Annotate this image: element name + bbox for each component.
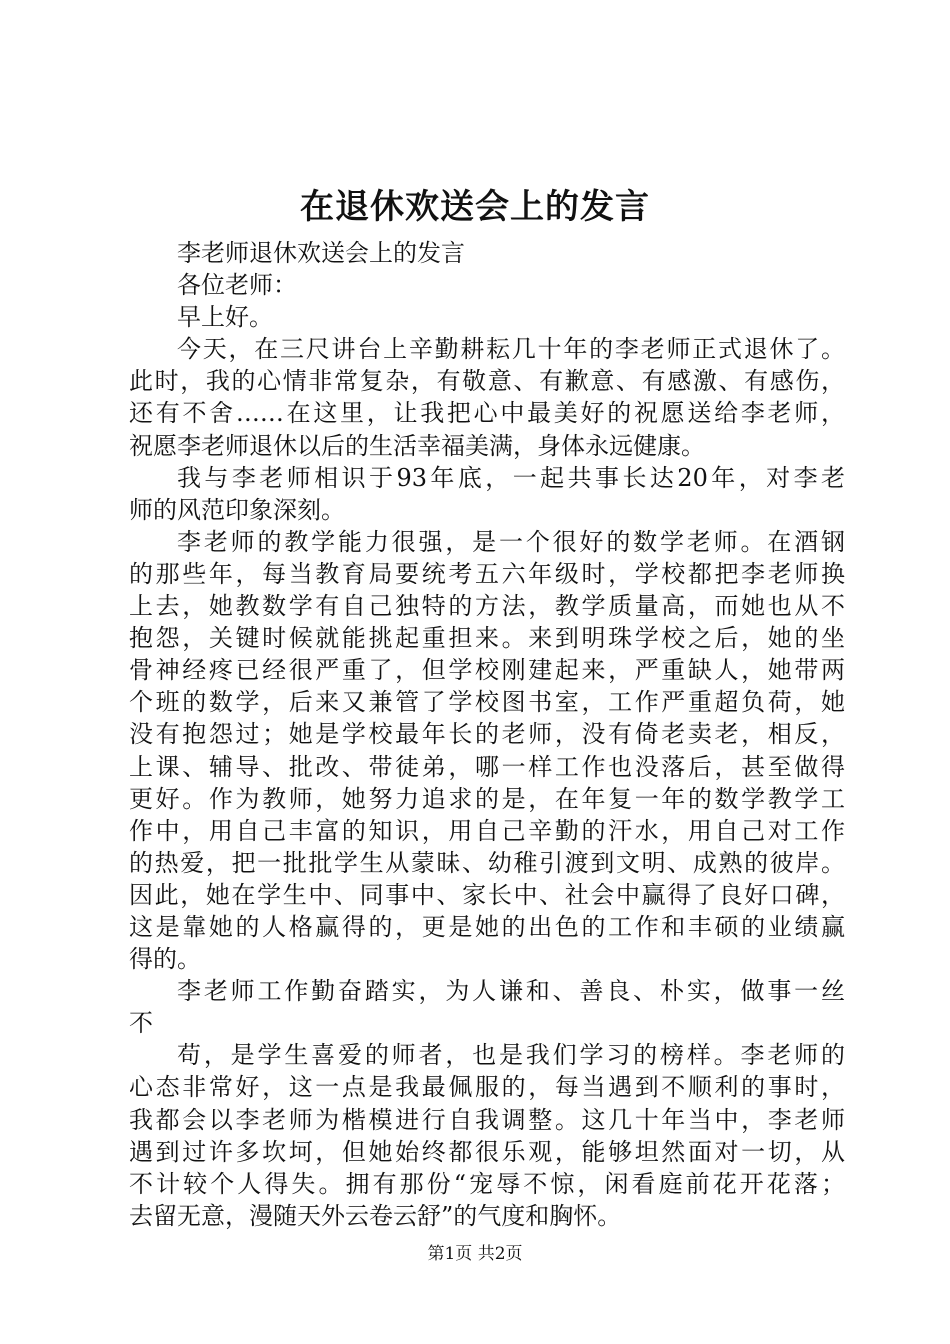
body-line: 去留无意，漫随天外云卷云舒”的气度和胸怀。 [129,1201,622,1230]
body-line: 各位老师： [177,271,297,300]
body-line: 李老师工作勤奋踏实，为人谦和、善良、朴实，做事一丝 [177,977,845,1006]
body-line: 李老师的教学能力很强，是一个很好的数学老师。在酒钢 [177,527,845,556]
body-line: 我与李老师相识于93年底，一起共事长达20年，对李老 [177,463,845,492]
body-line: 个班的数学，后来又兼管了学校图书室，工作严重超负荷，她 [129,688,845,717]
body-line: 的那些年，每当教育局要统考五六年级时，学校都把李老师换 [129,559,845,588]
body-line: 李老师退休欢送会上的发言 [177,239,465,267]
body-line: 因此，她在学生中、同事中、家长中、社会中赢得了良好口碑， [129,880,845,909]
body-line: 没有抱怨过；她是学校最年长的老师，没有倚老卖老，相反， [129,720,845,749]
body-line: 我都会以李老师为楷模进行自我调整。这几十年当中，李老师 [129,1105,845,1134]
body-line: 遇到过许多坎坷，但她始终都很乐观，能够坦然面对一切，从 [129,1137,845,1166]
body-line: 还有不舍……在这里，让我把心中最美好的祝愿送给李老师， [129,399,845,428]
body-line: 更好。作为教师，她努力追求的是，在年复一年的数学教学工 [129,784,845,813]
body-line: 上课、辅导、批改、带徒弟，哪一样工作也没落后，甚至做得 [129,752,845,781]
body-line: 得的。 [129,945,201,974]
body-line: 苟，是学生喜爱的师者，也是我们学习的榜样。李老师的 [177,1041,845,1070]
body-line: 今天，在三尺讲台上辛勤耕耘几十年的李老师正式退休了。 [177,335,845,364]
body-line: 骨神经疼已经很严重了，但学校刚建起来，严重缺人，她带两 [129,656,845,685]
body-line: 不计较个人得失。拥有那份“宠辱不惊，闲看庭前花开花落； [129,1169,845,1198]
body-line: 早上好。 [177,303,273,332]
body-line: 上去，她教数学有自己独特的方法，教学质量高，而她也从不 [129,592,845,621]
body-line: 这是靠她的人格赢得的，更是她的出色的工作和丰硕的业绩赢 [129,912,845,941]
body-line: 不 [129,1009,153,1038]
body-line: 师的风范印象深刻。 [129,495,345,524]
page-footer: 第1页 共2页 [427,1244,523,1264]
body-line: 的热爱，把一批批学生从蒙昧、幼稚引渡到文明、成熟的彼岸。 [129,848,845,877]
body-line: 心态非常好，这一点是我最佩服的，每当遇到不顺利的事时， [129,1073,845,1102]
body-line: 祝愿李老师退休以后的生活幸福美满，身体永远健康。 [129,431,705,460]
document-body [129,237,845,1232]
body-line: 此时，我的心情非常复杂，有敬意、有歉意、有感激、有感伤， [129,367,845,396]
body-line: 作中，用自己丰富的知识，用自己辛勤的汗水，用自己对工作 [129,816,845,845]
document-title: 在退休欢送会上的发言 [300,187,650,227]
body-line: 抱怨，关键时候就能挑起重担来。来到明珠学校之后，她的坐 [129,624,845,653]
